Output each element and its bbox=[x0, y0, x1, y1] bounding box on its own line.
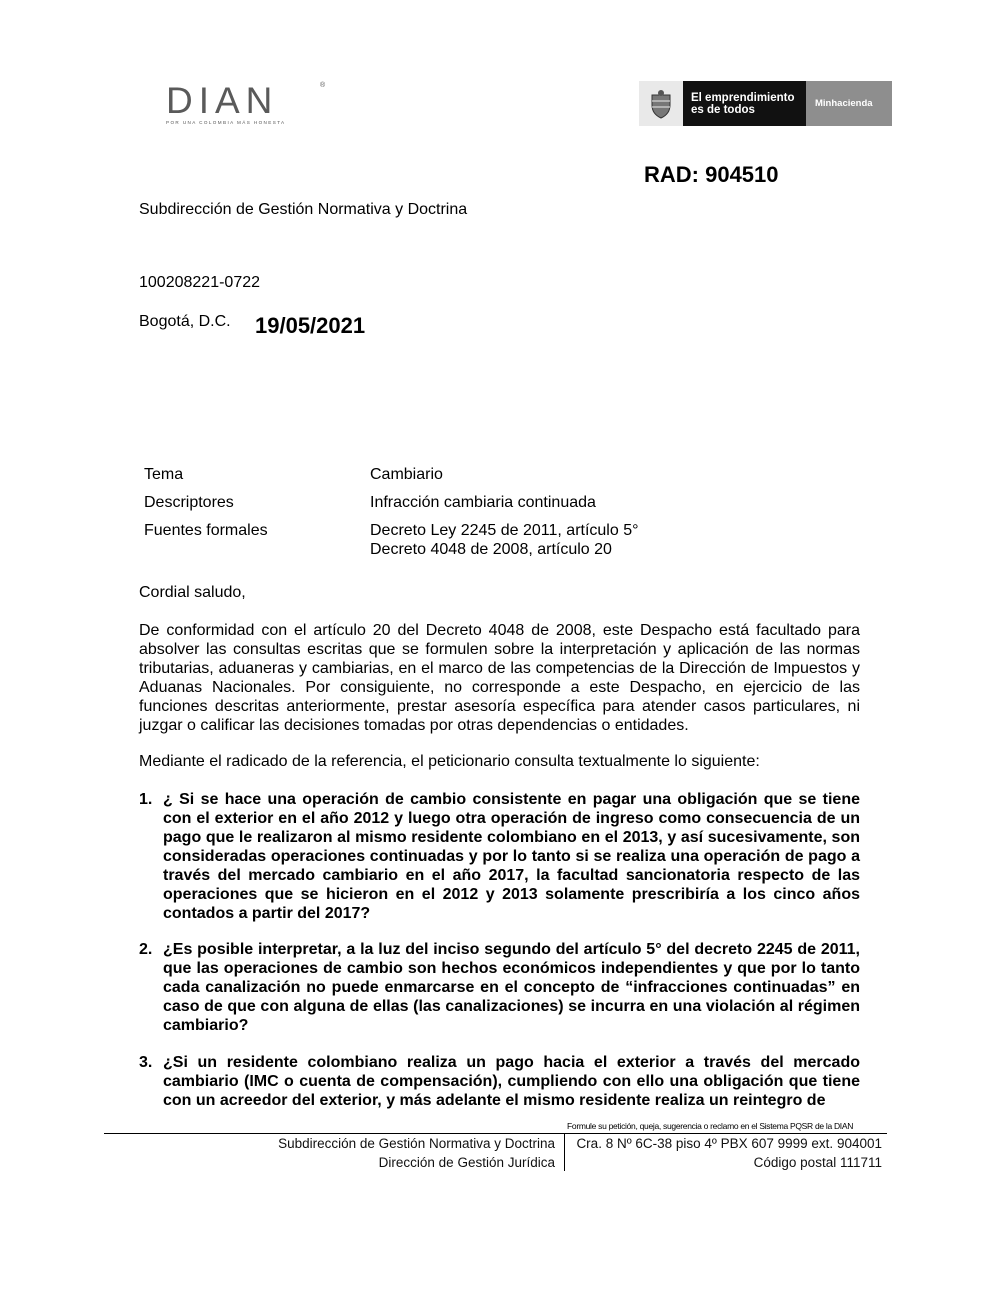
metadata-value: Cambiario bbox=[370, 466, 443, 483]
metadata-label: Descriptores bbox=[144, 494, 234, 511]
question-text: ¿Es posible interpretar, a la luz del inciso segundo del artículo 5° del decreto 2245 de 2011, que las operaciones de cambio son hechos económicos independientes y que por lo tanto cada canalización no puede enmarcarse en el concepto de “infracciones continuadas” en caso de que con alguna de ellas (las canalizaciones) se incurra en una violación al régimen cambiario? bbox=[163, 941, 860, 1034]
government-banner bbox=[639, 81, 892, 126]
question-number: 3. bbox=[139, 1054, 153, 1071]
dian-logo bbox=[166, 80, 326, 128]
radicado-label: RAD: 904510 bbox=[644, 162, 779, 187]
footer-note: Formule su petición, queja, sugerencia o reclamo en el Sistema PQSR de la DIAN bbox=[567, 1121, 854, 1131]
metadata-row-tema bbox=[144, 465, 704, 484]
metadata-label: Fuentes formales bbox=[144, 522, 268, 539]
registered-mark: ® bbox=[320, 82, 326, 89]
metadata-value: Decreto Ley 2245 de 2011, artículo 5° bbox=[370, 522, 639, 539]
body-paragraph: De conformidad con el artículo 20 del Decreto 4048 de 2008, este Despacho está facultado para absolver las consultas escritas que se formulen sobre la interpretación y aplicación de las normas tributarias, aduaneras y cambiarias, en el marco de las competencias de la Dirección de Impuestos y Aduanas Nacionales. Por consiguiente, no corresponde a este Despacho, en ejercicio de las funciones descritas anteriormente, prestar asesoría específica para atender casos particulares, ni juzgar o calificar las decisiones tomadas por otras dependencias o entidades. bbox=[139, 622, 860, 734]
metadata-label: Tema bbox=[144, 466, 184, 483]
question-item bbox=[139, 1053, 860, 1111]
footer-department: Subdirección de Gestión Normativa y Doctrina bbox=[278, 1136, 555, 1151]
banner-slogan-line1: El emprendimiento bbox=[691, 92, 795, 104]
metadata-value-group bbox=[370, 521, 704, 559]
footer-address: Cra. 8 Nº 6C-38 piso 4º PBX 607 9999 ext. 904001 bbox=[576, 1136, 882, 1151]
metadata-value: Decreto 4048 de 2008, artículo 20 bbox=[370, 541, 612, 558]
reference-number: 100208221-0722 bbox=[139, 274, 261, 291]
ministry-label: Minhacienda bbox=[806, 81, 892, 126]
question-item bbox=[139, 790, 860, 923]
metadata-value: Infracción cambiaria continuada bbox=[370, 494, 596, 511]
greeting: Cordial saludo, bbox=[139, 584, 246, 601]
dian-tagline: POR UNA COLOMBIA MÁS HONESTA bbox=[166, 120, 286, 125]
city: Bogotá, D.C. bbox=[139, 313, 231, 330]
metadata-table bbox=[144, 465, 704, 568]
footer-postal-code: Código postal 111711 bbox=[753, 1155, 882, 1170]
question-text: ¿Si un residente colombiano realiza un pago hacia el exterior a través del mercado cambiario (IMC o cuenta de compensación), cumpliendo con ello una obligación que tiene con un acreedor del exterior, y más adelante el mismo residente realiza un reintegro de bbox=[163, 1054, 860, 1109]
document-date: 19/05/2021 bbox=[255, 313, 366, 338]
banner-slogan bbox=[683, 81, 806, 126]
coat-of-arms-icon bbox=[639, 81, 683, 126]
question-text: ¿ Si se hace una operación de cambio consistente en pagar una obligación que se tiene con el exterior en el año 2012 y luego otra operación de ingreso como consecuencia de un pago que le realizaron al mismo residente colombiano en el 2013, y así sucesivamente, son consideradas operaciones continuadas y por lo tanto si se realiza una operación de pago a través del mercado cambiario en el año 2017, la facultad sancionatoria respecto de las operaciones que se hicieron en el 2012 y 2013 solamente prescribiría a los cinco años contados a partir del 2017? bbox=[163, 791, 860, 922]
metadata-row-fuentes bbox=[144, 521, 704, 559]
dian-logo-text: DIAN bbox=[166, 80, 279, 121]
question-number: 2. bbox=[139, 941, 153, 958]
metadata-row-descriptores bbox=[144, 493, 704, 512]
body-paragraph: Mediante el radicado de la referencia, el peticionario consulta textualmente lo siguiente: bbox=[139, 753, 760, 770]
question-item bbox=[139, 940, 860, 1035]
subdireccion-heading: Subdirección de Gestión Normativa y Doctrina bbox=[139, 201, 468, 218]
banner-slogan-line2: es de todos bbox=[691, 104, 755, 116]
footer-direction: Dirección de Gestión Jurídica bbox=[378, 1155, 555, 1170]
question-number: 1. bbox=[139, 791, 153, 808]
footer-vertical-divider bbox=[564, 1133, 565, 1171]
